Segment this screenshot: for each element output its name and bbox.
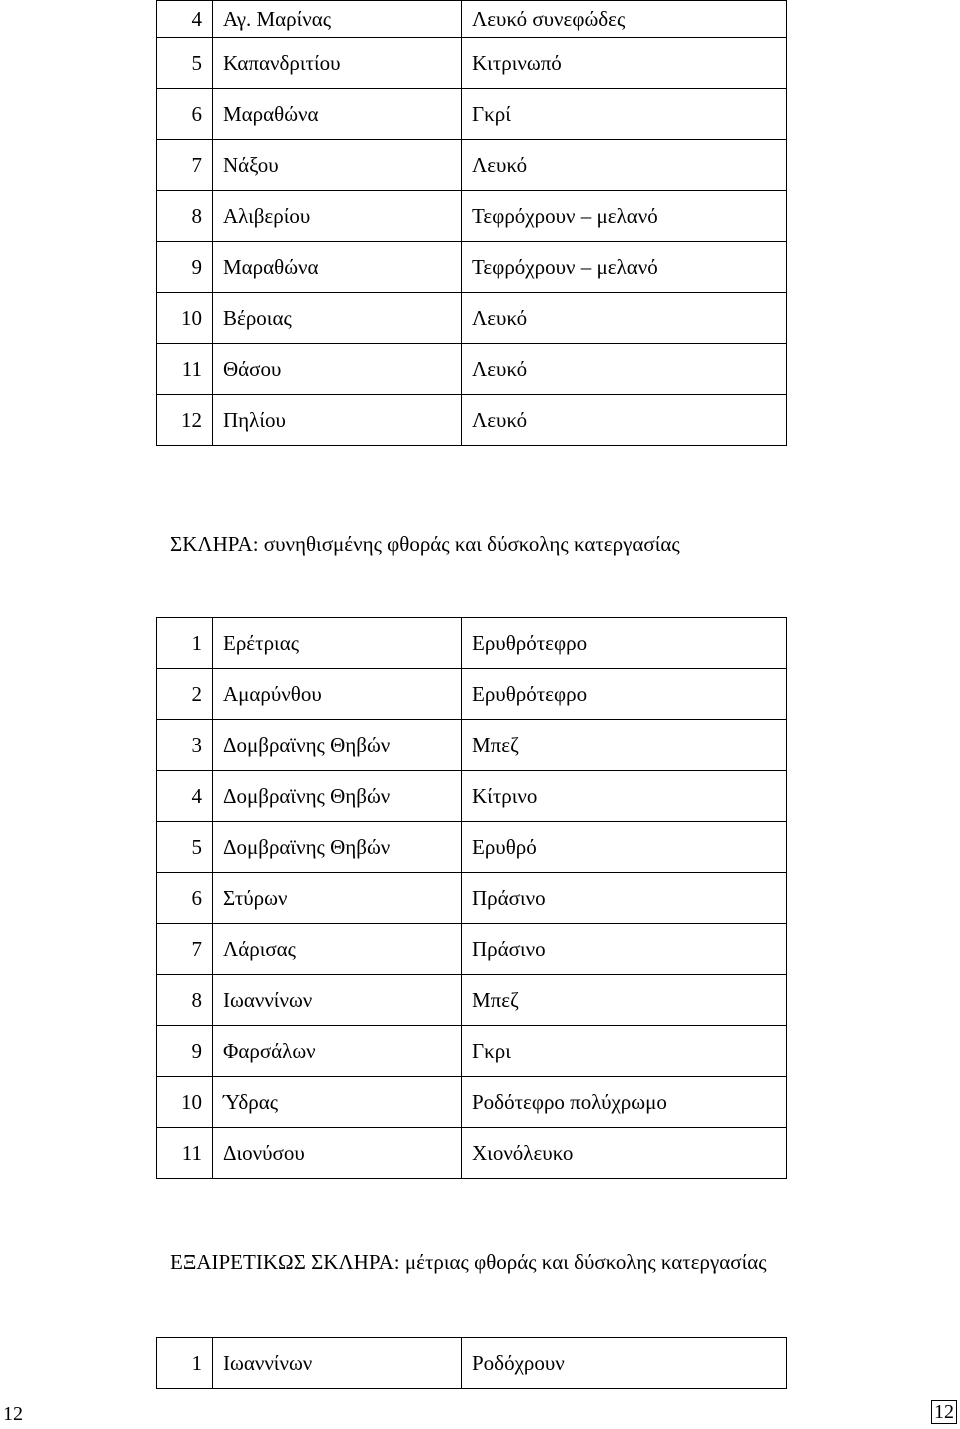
marble-color: Λευκό συνεφώδες (462, 1, 787, 38)
quarry-location: Δομβραϊνης Θηβών (213, 720, 462, 771)
section-heading-hard: ΣΚΛΗΡΑ: συνηθισμένης φθοράς και δύσκολης κατεργασίας (170, 532, 680, 556)
row-number: 5 (157, 38, 213, 89)
quarry-location: Ύδρας (213, 1077, 462, 1128)
quarry-location: Αμαρύνθου (213, 669, 462, 720)
row-number: 10 (157, 293, 213, 344)
quarry-location: Μαραθώνα (213, 89, 462, 140)
marble-color: Ροδόχρουν (462, 1338, 787, 1389)
table-row (157, 975, 787, 1026)
table-row (157, 1338, 787, 1389)
row-number: 4 (157, 771, 213, 822)
quarry-location: Καπανδριτίου (213, 38, 462, 89)
row-number: 7 (157, 140, 213, 191)
table-row (157, 924, 787, 975)
row-number: 10 (157, 1077, 213, 1128)
marble-color: Πράσινο (462, 873, 787, 924)
marble-color: Κίτρινο (462, 771, 787, 822)
table-row (157, 1026, 787, 1077)
row-number: 1 (157, 618, 213, 669)
marble-table-hard-body (157, 618, 787, 1179)
quarry-location: Φαρσάλων (213, 1026, 462, 1077)
quarry-location: Αλιβερίου (213, 191, 462, 242)
row-number: 9 (157, 242, 213, 293)
marble-color: Τεφρόχρουν – μελανό (462, 242, 787, 293)
row-number: 8 (157, 191, 213, 242)
marble-color: Ερυθρό (462, 822, 787, 873)
table-row (157, 89, 787, 140)
quarry-location: Πηλίου (213, 395, 462, 446)
marble-color: Μπεζ (462, 720, 787, 771)
marble-color: Πράσινο (462, 924, 787, 975)
quarry-location: Δομβραϊνης Θηβών (213, 822, 462, 873)
quarry-location: Στύρων (213, 873, 462, 924)
table-row (157, 1128, 787, 1179)
marble-color: Ερυθρότεφρο (462, 618, 787, 669)
row-number: 8 (157, 975, 213, 1026)
quarry-location: Διονύσου (213, 1128, 462, 1179)
table-row (157, 771, 787, 822)
row-number: 11 (157, 1128, 213, 1179)
marble-table-top-body (157, 1, 787, 446)
quarry-location: Λάρισας (213, 924, 462, 975)
row-number: 7 (157, 924, 213, 975)
marble-color: Μπεζ (462, 975, 787, 1026)
marble-color: Λευκό (462, 344, 787, 395)
table-row (157, 140, 787, 191)
table-row (157, 395, 787, 446)
row-number: 6 (157, 89, 213, 140)
marble-color: Ροδότεφρο πολύχρωμο (462, 1077, 787, 1128)
marble-table-hard (156, 617, 787, 1179)
table-row (157, 720, 787, 771)
row-number: 5 (157, 822, 213, 873)
marble-table-very-hard-body (157, 1338, 787, 1389)
marble-color: Κιτρινωπό (462, 38, 787, 89)
table-row (157, 1077, 787, 1128)
marble-color: Τεφρόχρουν – μελανό (462, 191, 787, 242)
quarry-location: Θάσου (213, 344, 462, 395)
page-number-right: 12 (931, 1400, 957, 1424)
table-row (157, 822, 787, 873)
quarry-location: Ιωαννίνων (213, 975, 462, 1026)
table-row (157, 873, 787, 924)
row-number: 4 (157, 1, 213, 38)
marble-color: Λευκό (462, 395, 787, 446)
marble-table-top (156, 0, 787, 446)
table-row (157, 618, 787, 669)
row-number: 2 (157, 669, 213, 720)
marble-color: Χιονόλευκο (462, 1128, 787, 1179)
quarry-location: Μαραθώνα (213, 242, 462, 293)
row-number: 1 (157, 1338, 213, 1389)
table-row (157, 344, 787, 395)
marble-color: Γκρι (462, 1026, 787, 1077)
marble-color: Λευκό (462, 140, 787, 191)
table-row (157, 293, 787, 344)
table-row (157, 242, 787, 293)
quarry-location: Νάξου (213, 140, 462, 191)
row-number: 3 (157, 720, 213, 771)
page-number-left: 12 (3, 1403, 23, 1425)
quarry-location: Αγ. Μαρίνας (213, 1, 462, 38)
row-number: 11 (157, 344, 213, 395)
table-row (157, 191, 787, 242)
row-number: 12 (157, 395, 213, 446)
marble-color: Γκρί (462, 89, 787, 140)
marble-table-very-hard (156, 1337, 787, 1389)
quarry-location: Δομβραϊνης Θηβών (213, 771, 462, 822)
quarry-location: Βέροιας (213, 293, 462, 344)
quarry-location: Ιωαννίνων (213, 1338, 462, 1389)
table-row (157, 669, 787, 720)
row-number: 9 (157, 1026, 213, 1077)
table-row (157, 38, 787, 89)
section-heading-very-hard: ΕΞΑΙΡΕΤΙΚΩΣ ΣΚΛΗΡΑ: μέτριας φθοράς και δύσκολης κατεργασίας (170, 1250, 767, 1274)
row-number: 6 (157, 873, 213, 924)
marble-color: Λευκό (462, 293, 787, 344)
marble-color: Ερυθρότεφρο (462, 669, 787, 720)
table-row (157, 1, 787, 38)
quarry-location: Ερέτριας (213, 618, 462, 669)
